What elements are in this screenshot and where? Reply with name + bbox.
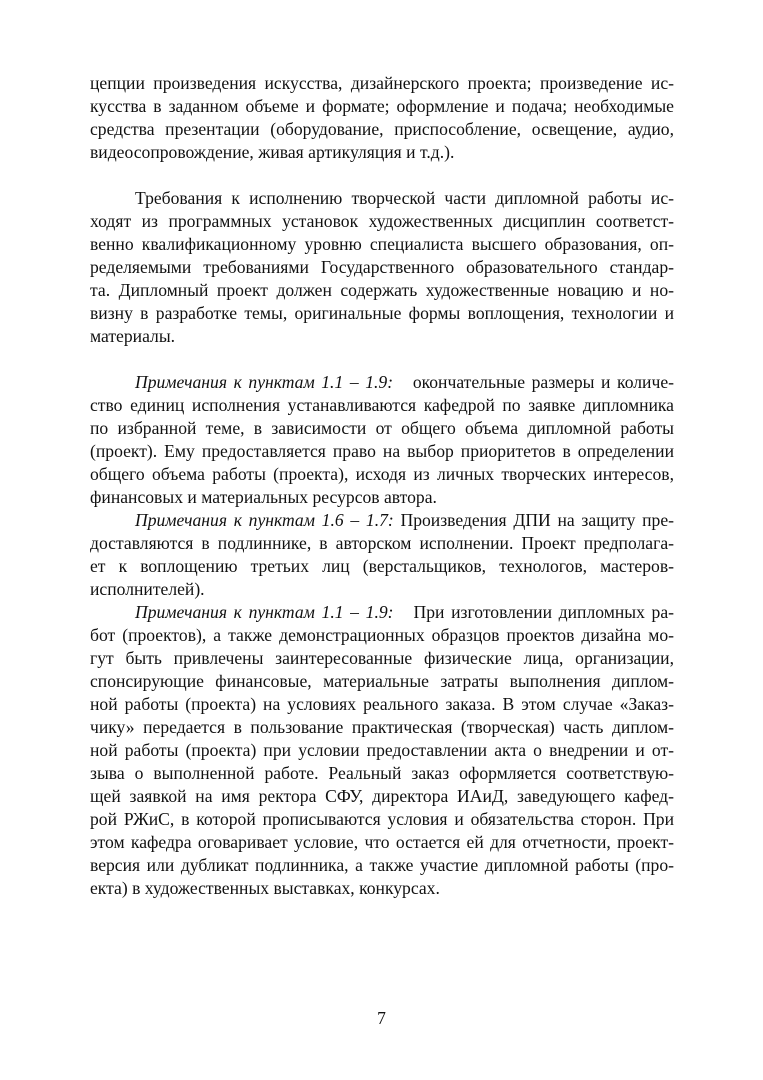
text-line: по избранной теме, в зависимости от общего объема дипломной работы xyxy=(90,418,674,438)
text-line: та. Дипломный проект должен содержать художественные новацию и но- xyxy=(90,280,674,300)
text-line: доставляются в подлиннике, в авторском исполнении. Проект предполага- xyxy=(90,533,674,553)
note-first-line xyxy=(135,601,674,624)
text-line: зыва о выполненной работе. Реальный заказ оформляется соответствую- xyxy=(90,763,674,783)
text-line: чику» передается в пользование практическая (творческая) часть диплом- xyxy=(90,717,674,737)
text-line: средства презентации (оборудование, приспособление, освещение, аудио, xyxy=(90,119,674,139)
text-line: видеосопровождение, живая артикуляция и т.д.). xyxy=(90,142,455,162)
note-text: Произведения ДПИ на защиту пре- xyxy=(400,510,675,530)
note-first-line xyxy=(135,371,674,394)
text-line: (проект). Ему предоставляется право на выбор приоритетов в определении xyxy=(90,441,674,461)
text-line: венно квалификационному уровню специалиста высшего образования, оп- xyxy=(90,234,674,254)
text-line: ходят из программных установок художественных дисциплин соответст- xyxy=(90,211,674,231)
text-line: ной работы (проекта) при условии предоставлении акта о внедрении и от- xyxy=(90,740,674,760)
note-text: При изготовлении дипломных ра- xyxy=(413,602,675,622)
text-line: ство единиц исполнения устанавливаются кафедрой по заявке дипломника xyxy=(90,395,674,415)
text-line: кусства в заданном объеме и формате; оформление и подача; необходимые xyxy=(90,96,674,116)
text-line: материалы. xyxy=(90,326,176,346)
note-text: окончательные размеры и количе- xyxy=(412,372,674,392)
text-line: финансовых и материальных ресурсов автора. xyxy=(90,487,437,507)
text-line: ет к воплощению третьих лиц (верстальщиков, технологов, мастеров- xyxy=(90,556,674,576)
text-line: версия или дубликат подлинника, а также участие дипломной работы (про- xyxy=(90,855,674,875)
text-line: екта) в художественных выставках, конкурсах. xyxy=(90,878,440,898)
text-line: цепции произведения искусства, дизайнерского проекта; произведение ис- xyxy=(90,73,674,93)
page-number: 7 xyxy=(377,1008,386,1028)
text-line: рой РЖиС, в которой прописываются условия и обязательства сторон. При xyxy=(90,809,674,829)
text-line: визну в разработке темы, оригинальные формы воплощения, технологии и xyxy=(90,303,674,323)
note-label: Примечания к пунктам 1.1 – 1.9: xyxy=(135,372,394,392)
text-line: щей заявкой на имя ректора СФУ, директора ИАиД, заведующего кафед- xyxy=(90,786,674,806)
text-line: ределяемыми требованиями Государственного образовательного стандар- xyxy=(90,257,674,277)
text-line: ной работы (проекта) на условиях реального заказа. В этом случае «Заказ- xyxy=(90,694,674,714)
text-line: гут быть привлечены заинтересованные физические лица, организации, xyxy=(90,648,674,668)
note-label: Примечания к пунктам 1.1 – 1.9: xyxy=(135,602,394,622)
text-line: общего объема работы (проекта), исходя из личных творческих интересов, xyxy=(90,464,674,484)
text-line: этом кафедра оговаривает условие, что остается ей для отчетности, проект- xyxy=(90,832,674,852)
note-first-line xyxy=(135,509,674,532)
note-label: Примечания к пунктам 1.6 – 1.7: xyxy=(135,510,394,530)
text-line: бот (проектов), а также демонстрационных образцов проектов дизайна мо- xyxy=(90,625,674,645)
text-line: спонсирующие финансовые, материальные затраты выполнения диплом- xyxy=(90,671,674,691)
text-line: исполнителей). xyxy=(90,579,205,599)
text-line: Требования к исполнению творческой части дипломной работы ис- xyxy=(135,188,674,208)
